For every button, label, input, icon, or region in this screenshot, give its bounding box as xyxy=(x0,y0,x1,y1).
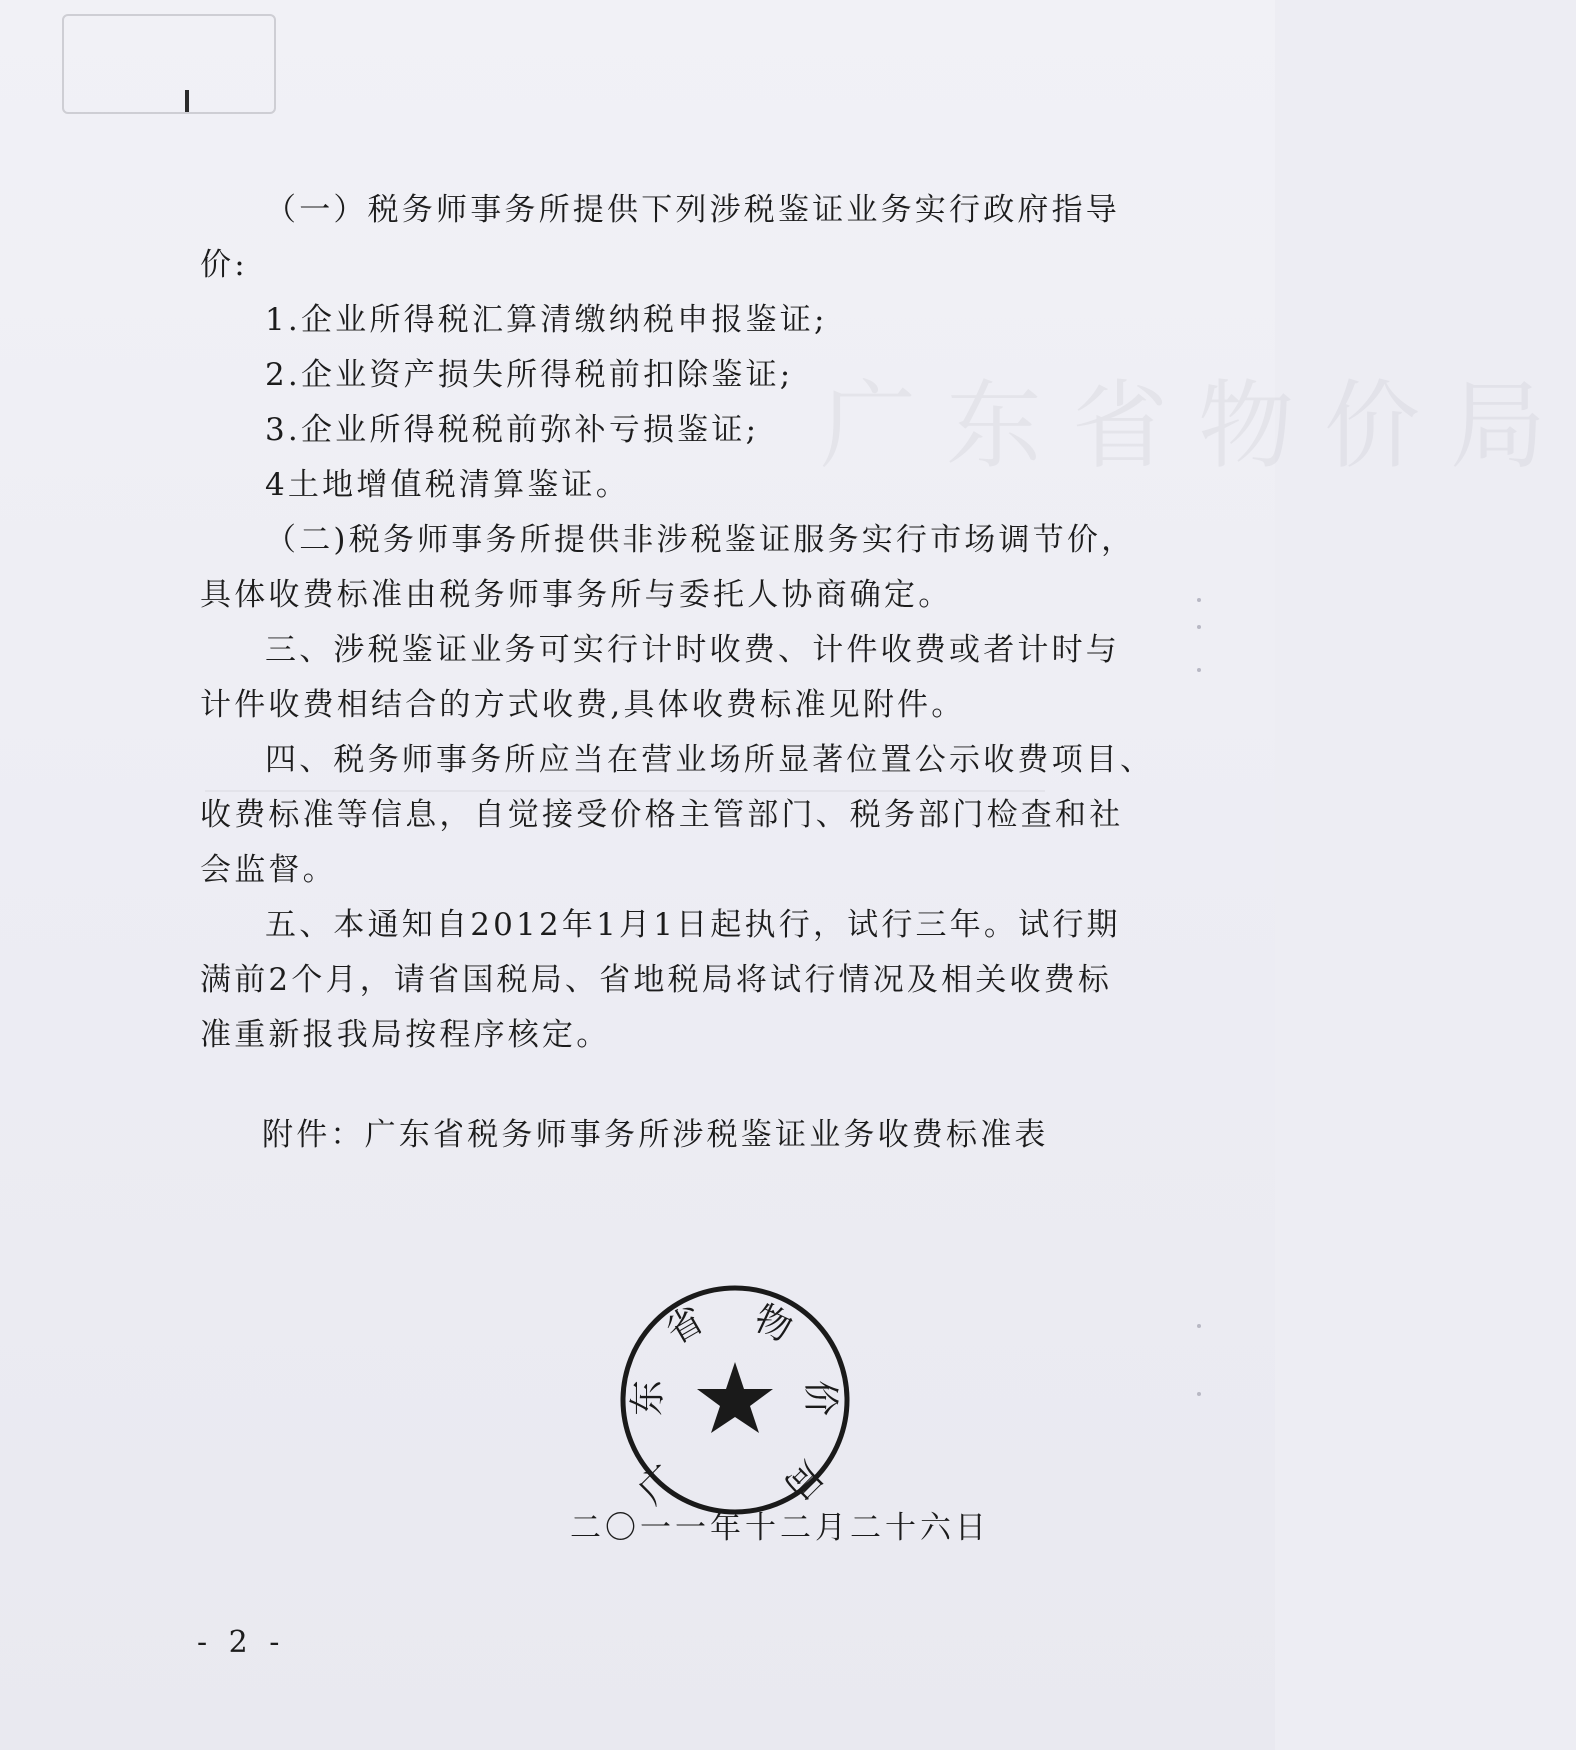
corner-ink-mark xyxy=(185,90,189,112)
paragraph-4-line-2: 收费标准等信息，自觉接受价格主管部门、税务部门检查和社 xyxy=(200,797,1124,833)
paragraph-4-line-3: 会监督。 xyxy=(200,852,337,888)
edge-dot xyxy=(1197,668,1201,672)
list-item-1: 1.企业所得税汇算清缴纳税申报鉴证; xyxy=(265,302,828,338)
paragraph-4-line-1: 四、税务师事务所应当在营业场所显著位置公示收费项目、 xyxy=(265,742,1155,778)
official-seal xyxy=(615,1280,855,1520)
seal-char-1: 广 xyxy=(630,1457,686,1513)
paragraph-2-line-1: （二)税务师事务所提供非涉税鉴证服务实行市场调节价， xyxy=(265,522,1136,558)
page-number: - 2 - xyxy=(197,1625,286,1660)
seal-char-3: 省 xyxy=(659,1299,711,1353)
paragraph-3-line-1: 三、涉税鉴证业务可实行计时收费、计件收费或者计时与 xyxy=(265,632,1120,668)
list-item-2: 2.企业资产损失所得税前扣除鉴证; xyxy=(265,357,794,393)
paragraph-1-line-2: 价: xyxy=(200,247,248,283)
edge-dot xyxy=(1197,1324,1201,1328)
edge-dot xyxy=(1197,1392,1201,1396)
edge-dot xyxy=(1197,625,1201,629)
seal-char-4: 物 xyxy=(748,1297,798,1351)
issue-date: 二〇一一年十二月二十六日 xyxy=(570,1510,990,1546)
bleed-through-text: 广东省物价局 xyxy=(820,370,1576,482)
edge-dot xyxy=(1197,598,1201,602)
paragraph-5-line-1: 五、本通知自2012年1月1日起执行，试行三年。试行期 xyxy=(265,907,1121,943)
seal-char-6: 局 xyxy=(775,1452,831,1508)
bleed-through-line xyxy=(205,790,1045,792)
corner-stamp-mark xyxy=(62,14,276,114)
seal-char-2: 东 xyxy=(627,1379,669,1417)
paragraph-3-line-2: 计件收费相结合的方式收费,具体收费标准见附件。 xyxy=(200,687,966,723)
seal-star-icon xyxy=(697,1362,773,1433)
paragraph-2-line-2: 具体收费标准由税务师事务所与委托人协商确定。 xyxy=(200,577,953,613)
seal-char-5: 价 xyxy=(799,1379,841,1417)
paragraph-5-line-2: 满前2个月，请省国税局、省地税局将试行情况及相关收费标 xyxy=(200,962,1113,998)
paragraph-5-line-3: 准重新报我局按程序核定。 xyxy=(200,1017,611,1053)
attachment-note: 附件：广东省税务师事务所涉税鉴证业务收费标准表 xyxy=(262,1117,1049,1153)
list-item-4: 4土地增值税清算鉴证。 xyxy=(265,467,630,503)
list-item-3: 3.企业所得税税前弥补亏损鉴证; xyxy=(265,412,760,448)
paragraph-1-line-1: （一）税务师事务所提供下列涉税鉴证业务实行政府指导 xyxy=(265,192,1120,228)
